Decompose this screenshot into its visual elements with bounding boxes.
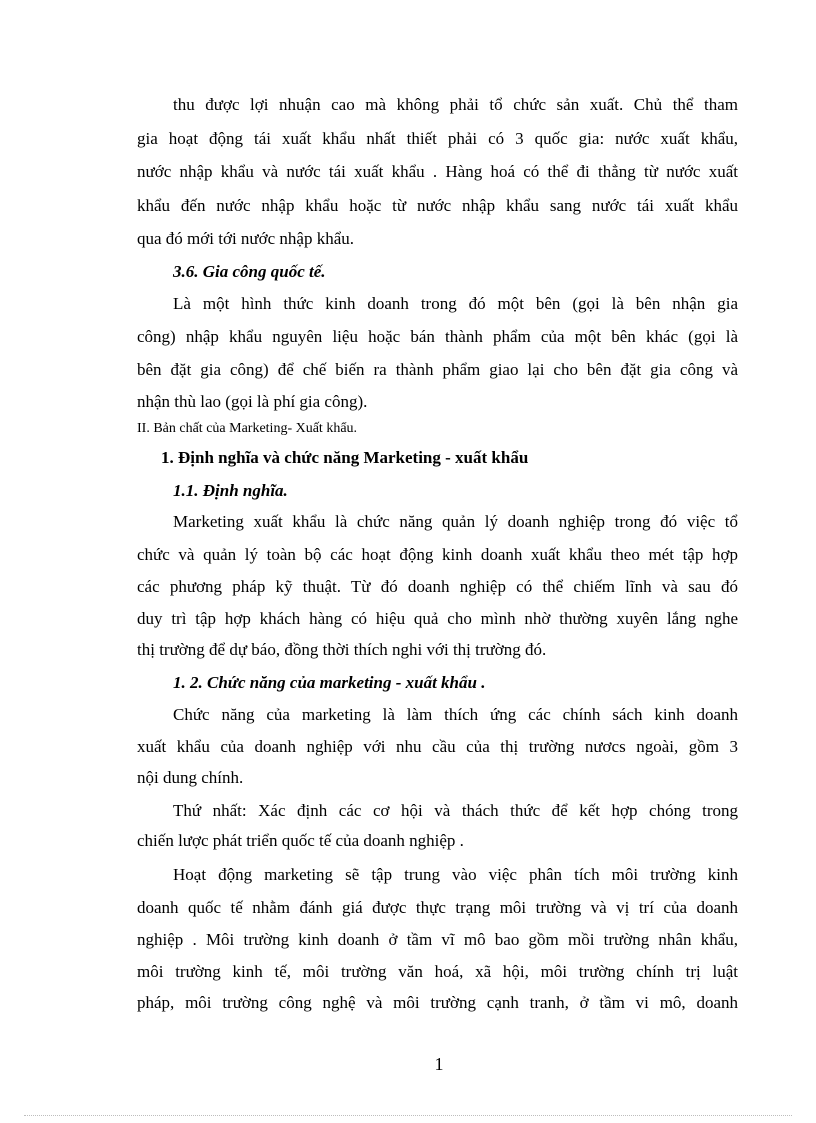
body-text-line: gia hoạt động tái xuất khẩu nhất thiết phải có 3 quốc gia: nước xuất khẩu, xyxy=(137,129,738,148)
subsection-heading-1-2: 1. 2. Chức năng của marketing - xuất khẩu . xyxy=(173,673,486,692)
body-text-line: khẩu đến nước nhập khẩu hoặc từ nước nhập khẩu sang nước tái xuất khẩu xyxy=(137,196,738,215)
body-text-line: xuất khẩu của doanh nghiệp với nhu cầu của thị trường nươcs ngoài, gồm 3 xyxy=(137,737,738,756)
body-text-line: qua đó mới tới nước nhập khẩu. xyxy=(137,229,355,248)
body-text-line: Thứ nhất: Xác định các cơ hội và thách thức để kết hợp chóng trong xyxy=(173,801,738,820)
body-text-line: bên đặt gia công) để chế biến ra thành phẩm giao lại cho bên đặt gia công và xyxy=(137,360,738,379)
body-text-line: chức và quản lý toàn bộ các hoạt động kinh doanh xuất khẩu theo mét tập hợp xyxy=(137,545,738,564)
body-text-line: Chức năng của marketing là làm thích ứng các chính sách kinh doanh xyxy=(173,705,738,724)
body-text-line: nhận thù lao (gọi là phí gia công). xyxy=(137,392,368,411)
body-text-line: Là một hình thức kinh doanh trong đó một bên (gọi là bên nhận gia xyxy=(173,294,738,313)
body-text-line: thu được lợi nhuận cao mà không phải tổ chức sản xuất. Chủ thể tham xyxy=(173,95,738,114)
body-text-line: thị trường để dự báo, đồng thời thích nghi với thị trường đó. xyxy=(137,640,547,659)
chapter-heading-ii: II. Bản chất của Marketing- Xuất khẩu. xyxy=(137,421,358,436)
body-text-line: chiến lược phát triển quốc tế của doanh nghiệp . xyxy=(137,831,464,850)
body-text-line: nội dung chính. xyxy=(137,768,244,787)
body-text-line: pháp, môi trường công nghệ và môi trường cạnh tranh, ở tầm vi mô, doanh xyxy=(137,993,738,1012)
body-text-line: Hoạt động marketing sẽ tập trung vào việc phân tích môi trường kinh xyxy=(173,865,738,884)
page-number: 1 xyxy=(434,1054,444,1074)
body-text-line: nước nhập khẩu và nước tái xuất khẩu . Hàng hoá có thể đi thẳng từ nước xuất xyxy=(137,162,738,181)
body-text-line: môi trường kinh tế, môi trường văn hoá, xã hội, môi trường chính trị luật xyxy=(137,962,738,981)
subsection-heading-1-1: 1.1. Định nghĩa. xyxy=(173,481,288,500)
body-text-line: công) nhập khẩu nguyên liệu hoặc bán thành phẩm của một bên khác (gọi là xyxy=(137,327,738,346)
page-bottom-divider xyxy=(24,1115,792,1116)
body-text-line: duy trì tập hợp khách hàng có hiệu quả cho mình nhờ thường xuyên lắng nghe xyxy=(137,609,738,628)
body-text-line: doanh quốc tế nhằm đánh giá được thực trạng môi trường và vị trí của doanh xyxy=(137,898,738,917)
section-heading-3-6: 3.6. Gia công quốc tế. xyxy=(173,262,326,281)
body-text-line: các phương pháp kỹ thuật. Từ đó doanh nghiệp có thể chiếm lĩnh và sau đó xyxy=(137,577,738,596)
section-heading-1: 1. Định nghĩa và chức năng Marketing - xuất khẩu xyxy=(161,448,529,467)
body-text-line: nghiệp . Môi trường kinh doanh ở tầm vĩ mô bao gồm mồi trường nhân khẩu, xyxy=(137,930,738,949)
body-text-line: Marketing xuất khẩu là chức năng quản lý doanh nghiệp trong đó việc tổ xyxy=(173,512,738,531)
